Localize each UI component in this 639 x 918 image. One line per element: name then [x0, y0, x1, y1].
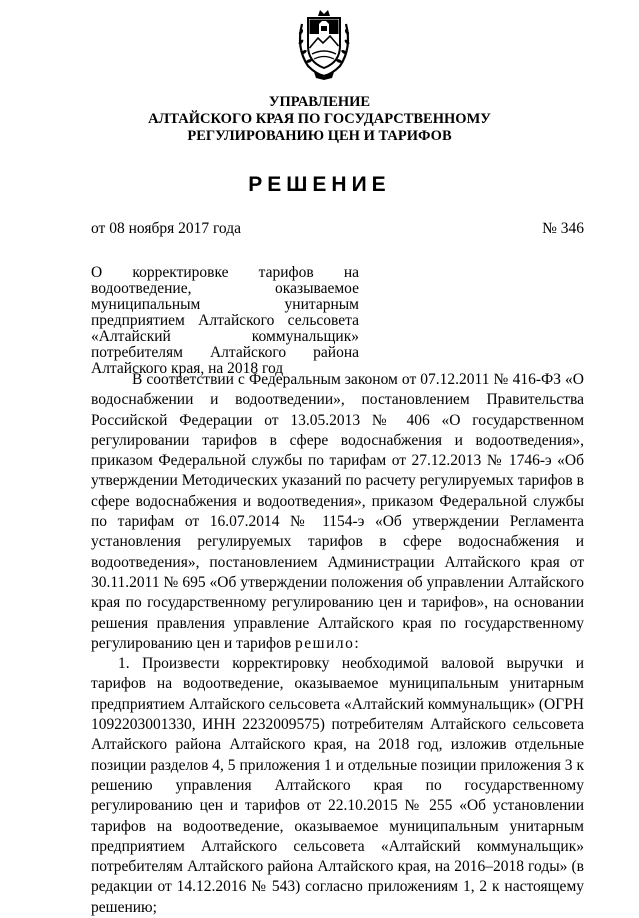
preamble-text: В соответствии с Федеральным законом от 07.12.2011 № 416-ФЗ «О водоснабжении и водоотведении», постановлением Правительства Российской Федерации от 13.05.2013 № 406 «О государственном регулировании тарифов в сфере водоснабжения и водоотведения», приказом Федеральной службы по тарифам от 27.12.2013 № 1746-э «Об утверждении Методических указаний по расчету регулируемых тарифов в сфере водоснабжения и водоотведения», приказом Федеральной службы по тарифам от 16.07.2014 № 1154-э «Об утверждении Регламента установления регулируемых тарифов в сфере водоснабжения и водоотведения», постановлением Администрации Алтайского края от 30.11.2011 № 695 «Об утверждении положения об управлении Алтайского края по государственному регулированию цен и тарифов», на основании решения правления управление Алтайского края по государственному регулированию цен и тарифов [91, 371, 584, 652]
organization-line-1: УПРАВЛЕНИЕ [268, 94, 371, 110]
organization-line-3: РЕГУЛИРОВАНИЮ ЦЕН И ТАРИФОВ [187, 128, 452, 144]
document-body [91, 370, 584, 918]
document-subject: О корректировке тарифов на водоотведение, оказываемое муниципальным унитарным предприятием Алтайского сельсовета «Алтайский коммунальщик» потребителям Алтайского района Алтайского края, на 2018 год [91, 264, 359, 377]
decision-item-1: 1. Произвести корректировку необходимой валовой выручки и тарифов на водоотведение, оказываемое муниципальным унитарным предприятием Алтайского сельсовета «Алтайский коммунальщик» (ОГРН 1092203001330, ИНН 2232009575) потребителям Алтайского сельсовета Алтайского района Алтайского края, на 2018 год, изложив отдельные позиции разделов 4, 5 приложения 1 и отдельные позиции приложения 3 к решению управления Алтайского края по государственному регулированию цен и тарифов от 22.10.2015 № 255 «Об установлении тарифов на водоотведение, оказываемое муниципальным унитарным предприятием Алтайского сельсовета «Алтайский коммунальщик» потребителям Алтайского района Алтайского края, на 2016–2018 годы» (в редакции от 14.12.2016 № 543) согласно приложениям 1, 2 к настоящему решению; [91, 655, 584, 916]
document-number: № 346 [542, 220, 584, 237]
coat-of-arms-icon [292, 4, 356, 80]
preamble-paragraph [91, 370, 584, 654]
organization-line-2: АЛТАЙСКОГО КРАЯ ПО ГОСУДАРСТВЕННОМУ [148, 111, 491, 127]
decision-word: решило: [295, 634, 361, 652]
document-title: РЕШЕНИЕ [248, 173, 391, 196]
document-date: от 08 ноября 2017 года [91, 220, 242, 237]
organization-name [60, 94, 579, 145]
